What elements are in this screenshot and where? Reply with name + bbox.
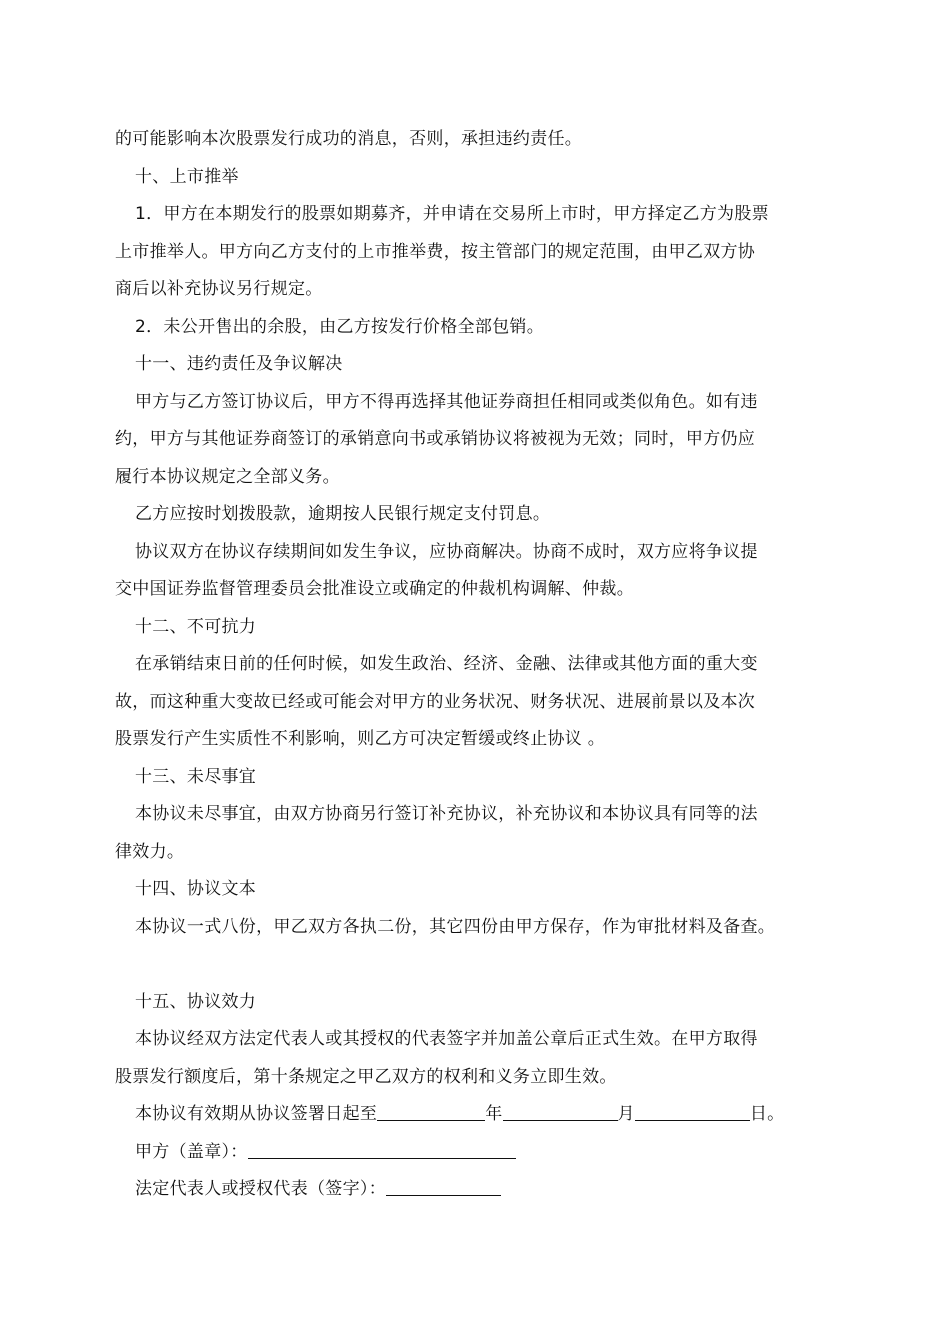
paragraph-line: 交中国证券监督管理委员会批准设立或确定的仲裁机构调解、仲裁。 <box>115 579 634 599</box>
representative-label: 法定代表人或授权代表（签字）： <box>135 1179 386 1199</box>
section-heading-10: 十、上市推举 <box>135 167 239 187</box>
day-blank[interactable] <box>635 1102 750 1121</box>
section-heading-11: 十一、违约责任及争议解决 <box>135 354 343 374</box>
section-heading-12: 十二、不可抗力 <box>135 617 257 637</box>
section-heading-14: 十四、协议文本 <box>135 879 257 899</box>
year-blank[interactable] <box>377 1102 485 1121</box>
paragraph-line: 本协议一式八份，甲乙双方各执二份，其它四份由甲方保存，作为审批材料及备查。 <box>135 917 776 937</box>
paragraph-line: 1．甲方在本期发行的股票如期募齐，并申请在交易所上市时，甲方择定乙方为股票 <box>135 204 769 224</box>
paragraph-line: 的可能影响本次股票发行成功的消息，否则，承担违约责任。 <box>115 129 583 149</box>
section-heading-13: 十三、未尽事宜 <box>135 767 257 787</box>
paragraph-line: 上市推举人。甲方向乙方支付的上市推举费，按主管部门的规定范围，由甲乙双方协 <box>115 242 756 262</box>
paragraph-line: 故，而这种重大变故已经或可能会对甲方的业务状况、财务状况、进展前景以及本次 <box>115 692 756 712</box>
party-a-seal-blank[interactable] <box>248 1140 516 1159</box>
paragraph-line: 股票发行产生实质性不利影响，则乙方可决定暂缓或终止协议 。 <box>115 729 606 749</box>
paragraph-line: 律效力。 <box>115 842 185 862</box>
paragraph-line: 乙方应按时划拨股款，逾期按人民银行规定支付罚息。 <box>135 504 551 524</box>
month-label: 月 <box>617 1104 635 1124</box>
paragraph-line: 协议双方在协议存续期间如发生争议，应协商解决。协商不成时，双方应将争议提 <box>135 542 758 562</box>
paragraph-line: 甲方与乙方签订协议后，甲方不得再选择其他证券商担任相同或类似角色。如有违 <box>135 392 758 412</box>
day-label: 日。 <box>749 1104 785 1124</box>
validity-prefix: 本协议有效期从协议签署日起至 <box>135 1104 378 1124</box>
paragraph-line: 履行本协议规定之全部义务。 <box>115 467 340 487</box>
year-label: 年 <box>485 1104 503 1124</box>
paragraph-line: 股票发行额度后，第十条规定之甲乙双方的权利和义务立即生效。 <box>115 1067 617 1087</box>
party-a-label: 甲方（盖章）： <box>135 1142 248 1162</box>
paragraph-line: 本协议经双方法定代表人或其授权的代表签字并加盖公章后正式生效。在甲方取得 <box>135 1029 758 1049</box>
paragraph-line: 2．未公开售出的余股，由乙方按发行价格全部包销。 <box>135 317 545 337</box>
representative-signature-line <box>135 1177 501 1201</box>
party-a-seal-line <box>135 1140 516 1164</box>
signature-blank[interactable] <box>386 1177 501 1196</box>
paragraph-line: 在承销结束日前的任何时候，如发生政治、经济、金融、法律或其他方面的重大变 <box>135 654 758 674</box>
section-heading-15: 十五、协议效力 <box>135 992 257 1012</box>
month-blank[interactable] <box>503 1102 618 1121</box>
validity-period-line <box>135 1102 784 1126</box>
paragraph-line: 商后以补充协议另行规定。 <box>115 279 323 299</box>
paragraph-line: 约，甲方与其他证券商签订的承销意向书或承销协议将被视为无效；同时，甲方仍应 <box>115 429 756 449</box>
paragraph-line: 本协议未尽事宜，由双方协商另行签订补充协议，补充协议和本协议具有同等的法 <box>135 804 758 824</box>
